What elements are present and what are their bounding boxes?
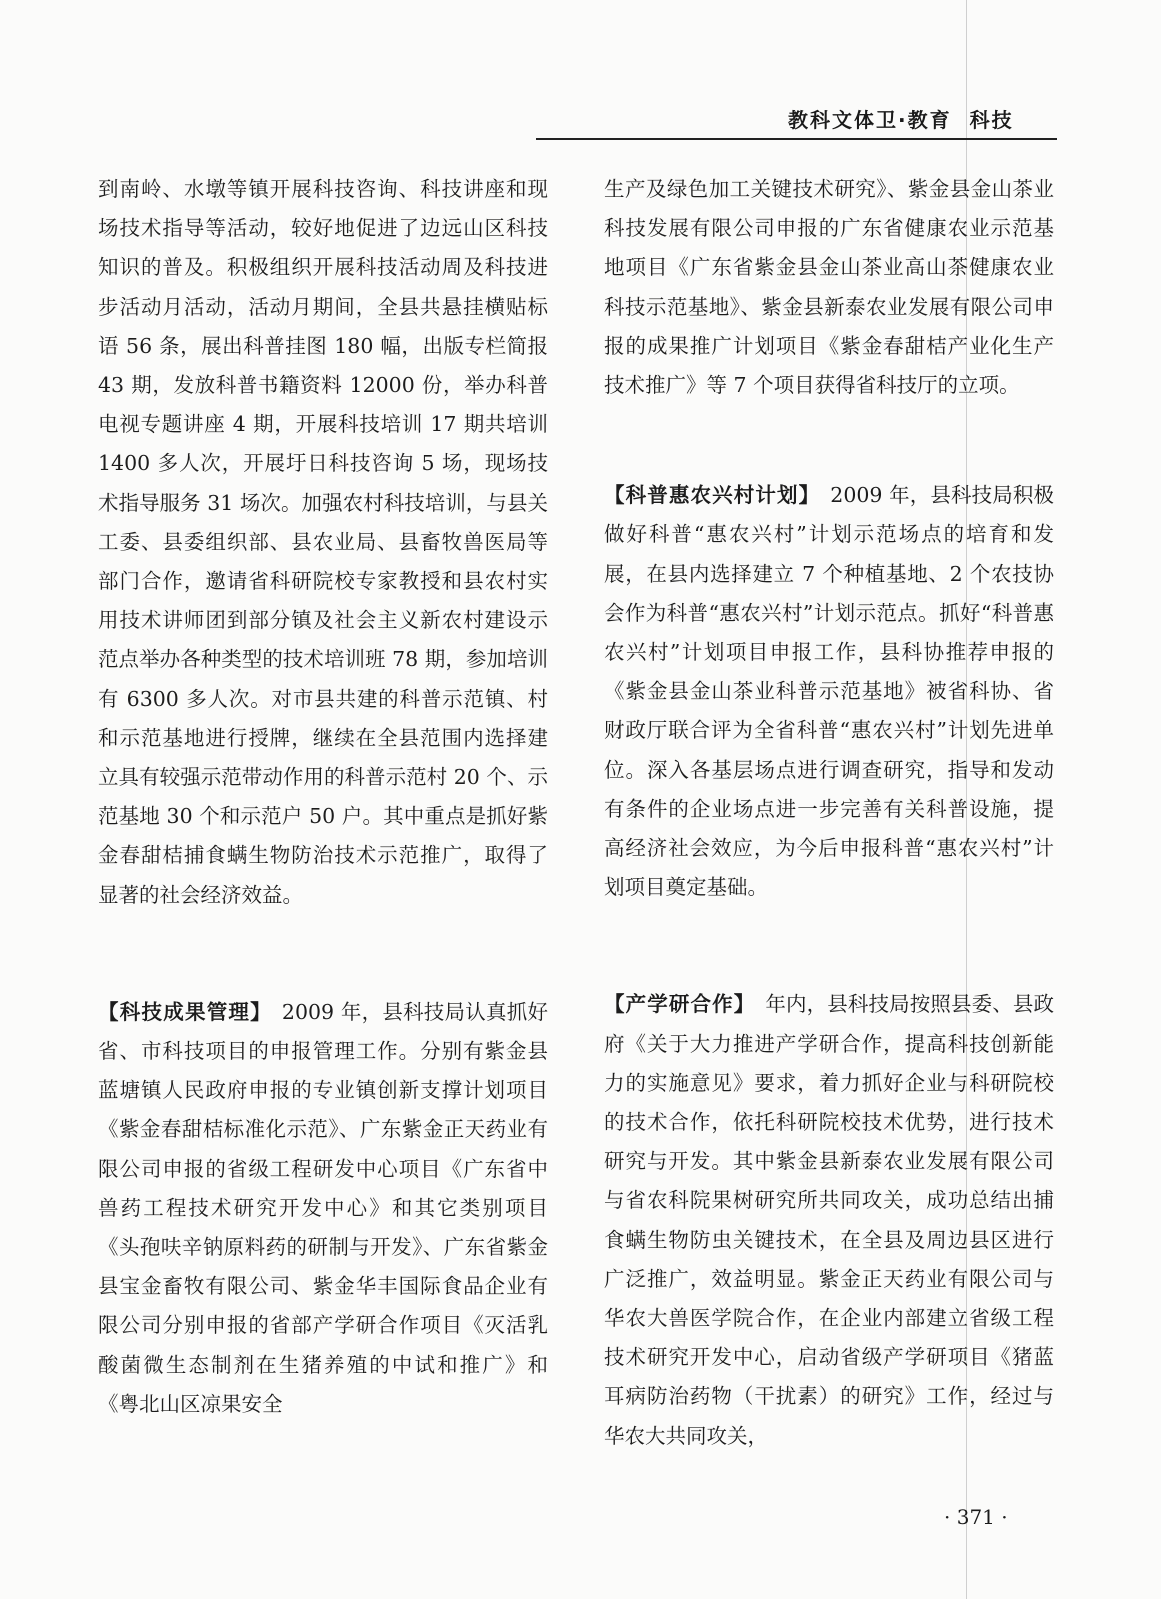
right-column <box>604 170 1054 1456</box>
left-paragraph-1: 到南岭、水墩等镇开展科技咨询、科技讲座和现场技术指导等活动，较好地促进了边远山区科技知识的普及。积极组织开展科技活动周及科技进步活动月活动，活动月期间，全县共悬挂横贴标语 56 条，展出科普挂图 180 幅，出版专栏简报 43 期，发放科普书籍资料 12000 份，举办科普电视专题讲座 4 期，开展科技培训 17 期共培训 1400 多人次，开展圩日科技咨询 5 场，现场技术指导服务 31 场次。加强农村科技培训，与县关工委、县委组织部、县农业局、县畜牧兽医局等部门合作，邀请省科研院校专家教授和县农村实用技术讲师团到部分镇及社会主义新农村建设示范点举办各种类型的技术培训班 78 期，参加培训有 6300 多人次。对市县共建的科普示范镇、村和示范基地进行授牌，继续在全县范围内选择建立具有较强示范带动作用的科普示范村 20 个、示范基地 30 个和示范户 50 户。其中重点是抓好紫金春甜桔捕食螨生物防治技术示范推广，取得了显著的社会经济效益。 <box>98 177 548 907</box>
paragraph-gap <box>98 915 548 993</box>
section-text-industry-university-research: 年内，县科技局按照县委、县政府《关于大力推进产学研合作，提高科技创新能力的实施意见》要求，着力抓好企业与科研院校的技术合作，依托科研院校技术优势，进行技术研究与开发。其中紫金县新泰农业发展有限公司与省农科院果树研究所共同攻关，成功总结出捕食螨生物防虫关键技术，在全县及周边县区进行广泛推广，效益明显。紫金正天药业有限公司与华农大兽医学院合作，在企业内部建立省级工程技术研究开发中心，启动省级产学研项目《猪蓝耳病防治药物（干扰素）的研究》工作，经过与华农大共同攻关， <box>604 992 1054 1448</box>
section-title-industry-university-research: 【产学研合作】 <box>604 992 756 1017</box>
header-subtitle: 科技 <box>969 108 1014 132</box>
left-column <box>98 170 548 1424</box>
paragraph-gap <box>604 907 1054 985</box>
header-rule <box>536 138 1057 140</box>
section-text-achievement-management: 2009 年，县科技局认真抓好省、市科技项目的申报管理工作。分别有紫金县蓝塘镇人民政府申报的专业镇创新支撑计划项目《紫金春甜桔标准化示范》、广东紫金正天药业有限公司申报的省级工程研发中心项目《广东省中兽药工程技术研究开发中心》和其它类别项目《头孢呋辛钠原料药的研制与开发》、广东省紫金县宝金畜牧有限公司、紫金华丰国际食品企业有限公司分别申报的省部产学研合作项目《灭活乳酸菌微生态制剂在生猪养殖的中试和推广》和《粤北山区凉果安全 <box>98 999 549 1416</box>
right-paragraph-2 <box>604 476 1054 907</box>
page-number: · 371 · <box>944 1505 1008 1529</box>
section-text-science-popularization: 2009 年，县科技局积极做好科普“惠农兴村”计划示范场点的培育和发展，在县内选择建立 7 个种植基地、2 个农技协会作为科普“惠农兴村”计划示范点。抓好“科普惠农兴村”计划项目申报工作，县科协推荐申报的《紫金县金山茶业科普示范基地》被省科协、省财政厅联合评为全省科普“惠农兴村”计划先进单位。深入各基层场点进行调查研究，指导和发动有条件的企业场点进一步完善有关科普设施，提高经济社会效应，为今后申报科普“惠农兴村”计划项目奠定基础。 <box>604 483 1055 900</box>
paragraph-gap <box>604 405 1054 476</box>
right-paragraph-3 <box>604 985 1054 1455</box>
header-title: 教科文体卫·教育 <box>788 108 952 132</box>
left-paragraph-2 <box>98 993 548 1424</box>
right-paragraph-1: 生产及绿色加工关键技术研究》、紫金县金山茶业科技发展有限公司申报的广东省健康农业示范基地项目《广东省紫金县金山茶业高山茶健康农业科技示范基地》、紫金县新泰农业发展有限公司申报的成果推广计划项目《紫金春甜桔产业化生产技术推广》等 7 个项目获得省科技厅的立项。 <box>604 177 1054 398</box>
running-header <box>788 104 1014 133</box>
section-title-achievement-management: 【科技成果管理】 <box>98 999 272 1024</box>
section-title-science-popularization: 【科普惠农兴村计划】 <box>604 483 821 508</box>
